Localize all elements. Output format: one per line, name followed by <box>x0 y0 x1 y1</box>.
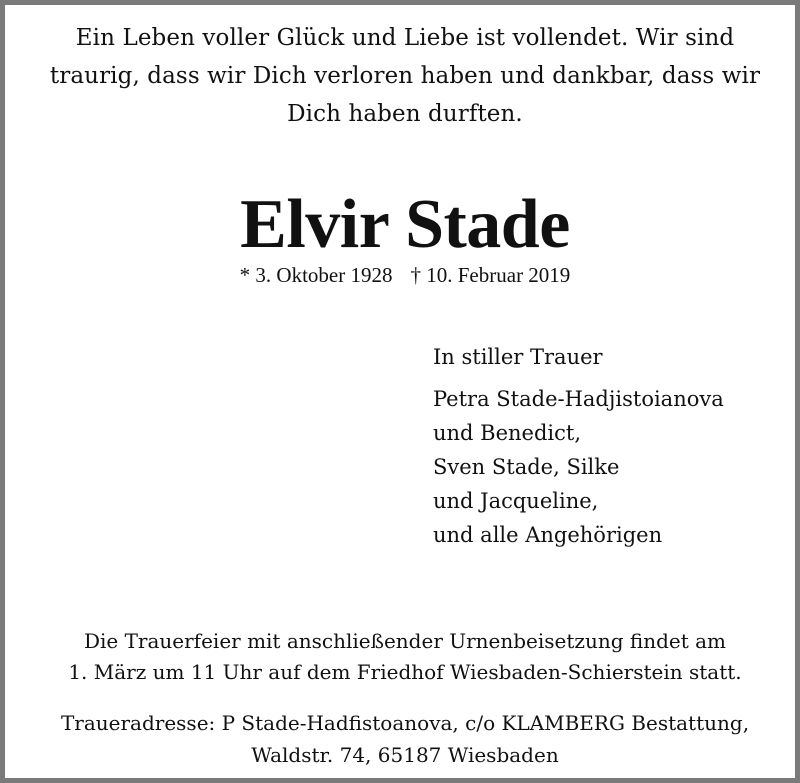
mourners-block <box>433 340 793 552</box>
mourner-line: und alle Angehörigen <box>433 523 663 547</box>
ceremony-line: 1. März um 11 Uhr auf dem Friedhof Wiesbaden-Schierstein statt. <box>68 660 742 684</box>
mourner-line: Sven Stade, Silke <box>433 455 620 479</box>
ceremony-notice <box>15 626 795 688</box>
life-dates <box>5 262 800 288</box>
intro-quote <box>25 19 785 133</box>
death-date: † 10. Februar 2019 <box>410 263 571 287</box>
intro-line: Dich haben durften. <box>287 101 523 127</box>
deceased-name: Elvir Stade <box>240 186 570 263</box>
address-line: Waldstr. 74, 65187 Wiesbaden <box>251 743 559 767</box>
intro-line: Ein Leben voller Glück und Liebe ist vollendet. Wir sind <box>75 25 735 51</box>
mourning-address <box>15 707 795 771</box>
mourner-line: Petra Stade-Hadjistoianova <box>433 387 724 411</box>
mourner-line: und Benedict, <box>433 421 582 445</box>
intro-line: traurig, dass wir Dich verloren haben und dankbar, dass wir <box>49 63 761 89</box>
mourner-line: und Jacqueline, <box>433 489 599 513</box>
address-line: Traueradresse: P Stade-Hadfistoanova, c/o KLAMBERG Bestattung, <box>60 711 750 735</box>
mourners-heading: In stiller Trauer <box>433 345 603 369</box>
ceremony-line: Die Trauerfeier mit anschließender Urnenbeisetzung findet am <box>83 629 727 653</box>
birth-date: * 3. Oktober 1928 <box>239 263 393 287</box>
